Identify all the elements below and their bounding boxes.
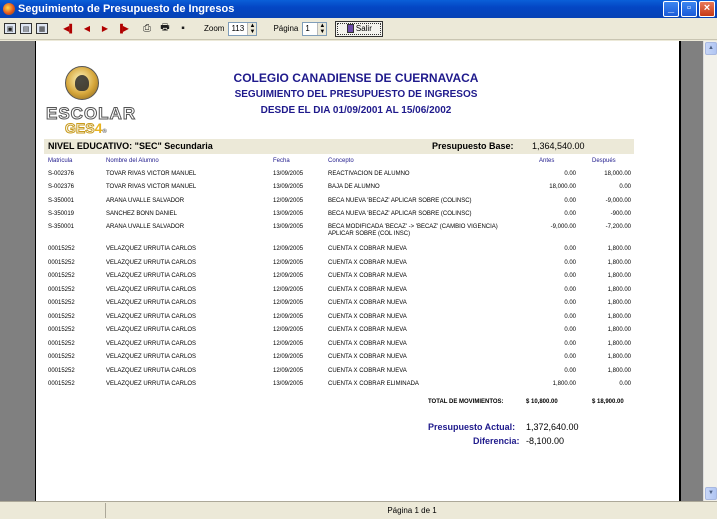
cell-fecha: 13/09/2005 bbox=[273, 224, 304, 230]
cell-fecha: 12/09/2005 bbox=[273, 354, 304, 360]
cell-matricula: S-350001 bbox=[48, 198, 75, 204]
cell-despues: 1,800.00 bbox=[607, 354, 631, 360]
cell-antes: 1,800.00 bbox=[552, 381, 576, 387]
col-header-fecha: Fecha bbox=[273, 158, 290, 164]
exit-label: Salir bbox=[355, 24, 372, 33]
table-row bbox=[36, 300, 681, 313]
cell-concepto: CUENTA X COBRAR NUEVA bbox=[328, 260, 407, 266]
table-row bbox=[36, 184, 681, 197]
col-header-despues: Después bbox=[592, 158, 616, 164]
cell-concepto: CUENTA X COBRAR ELIMINADA bbox=[328, 381, 419, 387]
total-before-value: $ 10,800.00 bbox=[526, 399, 558, 405]
cell-concepto: BECA MODIFICADA 'BECAZ' -> 'BECAZ' (CAMBIO VIGENCIA) bbox=[328, 224, 498, 230]
cell-despues: 1,800.00 bbox=[607, 368, 631, 374]
door-icon bbox=[347, 24, 354, 33]
cell-despues: 1,800.00 bbox=[607, 273, 631, 279]
zoom-100-icon[interactable]: ▦ bbox=[36, 23, 48, 34]
table-row bbox=[36, 381, 681, 394]
print-icon[interactable]: 🖶 bbox=[160, 22, 170, 33]
cell-antes: 0.00 bbox=[564, 368, 576, 374]
page-label: Página bbox=[273, 24, 299, 33]
last-page-icon[interactable]: ▐▶ bbox=[117, 24, 129, 33]
cell-matricula: S-350001 bbox=[48, 224, 75, 230]
cell-despues: -7,200.00 bbox=[605, 224, 631, 230]
logo-ges-word: GES bbox=[65, 120, 95, 136]
level-label: NIVEL EDUCATIVO: "SEC" Secundaria bbox=[48, 141, 213, 151]
cell-concepto: CUENTA X COBRAR NUEVA bbox=[328, 246, 407, 252]
cell-matricula: 00015252 bbox=[48, 273, 75, 279]
cell-concepto: CUENTA X COBRAR NUEVA bbox=[328, 327, 407, 333]
report-page bbox=[35, 41, 681, 501]
cell-despues: 1,800.00 bbox=[607, 314, 631, 320]
status-cell-empty bbox=[0, 503, 106, 518]
spinner-arrows-icon[interactable]: ▲ ▼ bbox=[247, 23, 256, 35]
cell-concepto: BECA NUEVA 'BECAZ' APLICAR SOBRE (COLINSC) bbox=[328, 198, 472, 204]
cell-fecha: 13/09/2005 bbox=[273, 381, 304, 387]
first-page-icon[interactable]: ◀▌ bbox=[63, 24, 75, 33]
table-row bbox=[36, 354, 681, 367]
col-header-concepto: Concepto bbox=[328, 158, 354, 164]
cell-antes: 18,000.00 bbox=[549, 184, 576, 190]
cell-antes: 0.00 bbox=[564, 327, 576, 333]
level-band bbox=[44, 139, 634, 154]
cell-antes: 0.00 bbox=[564, 354, 576, 360]
logo-ges-number: 4 bbox=[94, 120, 103, 136]
cell-despues: 0.00 bbox=[619, 184, 631, 190]
cell-fecha: 12/09/2005 bbox=[273, 300, 304, 306]
escolar-ges4-logo bbox=[46, 66, 136, 136]
cell-nombre: VELAZQUEZ URRUTIA CARLOS bbox=[106, 260, 197, 266]
report-period: DESDE EL DIA 01/09/2001 AL 15/06/2002 bbox=[260, 105, 452, 116]
current-budget-label: Presupuesto Actual: bbox=[428, 422, 516, 432]
difference-label: Diferencia: bbox=[473, 436, 520, 446]
cell-despues: 1,800.00 bbox=[607, 260, 631, 266]
cell-despues: -9,000.00 bbox=[605, 198, 631, 204]
cell-nombre: VELAZQUEZ URRUTIA CARLOS bbox=[106, 368, 197, 374]
cell-despues: 1,800.00 bbox=[607, 246, 631, 252]
logo-text-escolar: ESCOLAR bbox=[46, 104, 137, 123]
cell-despues: 1,800.00 bbox=[607, 341, 631, 347]
cell-nombre: VELAZQUEZ URRUTIA CARLOS bbox=[106, 341, 197, 347]
col-header-antes: Antes bbox=[539, 158, 555, 164]
cell-concepto: BECA NUEVA 'BECAZ' APLICAR SOBRE (COLINSC) bbox=[328, 211, 472, 217]
cell-despues: 1,800.00 bbox=[607, 287, 631, 293]
report-subtitle: SEGUIMIENTO DEL PRESUPUESTO DE INGRESOS bbox=[234, 89, 478, 100]
cell-antes: 0.00 bbox=[564, 287, 576, 293]
cell-nombre: ARANA UVALLE SALVADOR bbox=[106, 198, 185, 204]
cell-nombre: SANCHEZ BONN DANIEL bbox=[106, 211, 178, 217]
cell-antes: 0.00 bbox=[564, 198, 576, 204]
cell-nombre: VELAZQUEZ URRUTIA CARLOS bbox=[106, 273, 197, 279]
cell-nombre: VELAZQUEZ URRUTIA CARLOS bbox=[106, 287, 197, 293]
cell-despues: 1,800.00 bbox=[607, 327, 631, 333]
cell-matricula: 00015252 bbox=[48, 327, 75, 333]
base-budget-label: Presupuesto Base: bbox=[432, 141, 514, 151]
cell-matricula: 00015252 bbox=[48, 341, 75, 347]
cell-nombre: VELAZQUEZ URRUTIA CARLOS bbox=[106, 246, 197, 252]
cell-nombre: VELAZQUEZ URRUTIA CARLOS bbox=[106, 314, 197, 320]
maximize-button[interactable]: ▫ bbox=[681, 1, 697, 17]
table-row bbox=[36, 273, 681, 286]
zoom-spinner[interactable] bbox=[228, 22, 257, 36]
scroll-down-icon[interactable]: ▼ bbox=[705, 487, 717, 500]
whole-page-icon[interactable]: ▣ bbox=[4, 23, 16, 34]
next-page-icon[interactable]: ▶ bbox=[101, 24, 109, 33]
cell-antes: 0.00 bbox=[564, 300, 576, 306]
col-header-matricula: Matricula bbox=[48, 158, 73, 164]
cell-antes: 0.00 bbox=[564, 211, 576, 217]
table-row bbox=[36, 314, 681, 327]
save-icon[interactable]: ▪ bbox=[181, 23, 185, 34]
prev-page-icon[interactable]: ◀ bbox=[83, 24, 91, 33]
table-row bbox=[36, 211, 681, 224]
table-row bbox=[36, 260, 681, 273]
cell-nombre: TOVAR RIVAS VICTOR MANUEL bbox=[106, 171, 197, 177]
cell-despues: -900.00 bbox=[610, 211, 631, 217]
cell-nombre: ARANA UVALLE SALVADOR bbox=[106, 224, 185, 230]
cell-fecha: 12/09/2005 bbox=[273, 327, 304, 333]
vertical-scrollbar[interactable] bbox=[703, 41, 717, 501]
cell-concepto: CUENTA X COBRAR NUEVA bbox=[328, 287, 407, 293]
cell-fecha: 12/09/2005 bbox=[273, 260, 304, 266]
cell-fecha: 12/09/2005 bbox=[273, 368, 304, 374]
table-row bbox=[36, 224, 681, 237]
cell-matricula: 00015252 bbox=[48, 260, 75, 266]
logo-registered-mark: ® bbox=[102, 129, 107, 135]
cell-fecha: 12/09/2005 bbox=[273, 246, 304, 252]
current-budget-value: 1,372,640.00 bbox=[526, 422, 579, 432]
base-budget-value: 1,364,540.00 bbox=[532, 141, 585, 151]
page-count-status: Página 1 de 1 bbox=[387, 506, 437, 515]
table-row bbox=[36, 287, 681, 300]
table-row bbox=[36, 246, 681, 259]
app-icon bbox=[3, 3, 15, 15]
status-bar bbox=[0, 501, 717, 519]
cell-concepto: CUENTA X COBRAR NUEVA bbox=[328, 300, 407, 306]
cell-antes: 0.00 bbox=[564, 314, 576, 320]
cell-antes: -9,000.00 bbox=[550, 224, 576, 230]
print-setup-icon[interactable]: ⎙ bbox=[143, 23, 151, 34]
scroll-up-icon[interactable]: ▲ bbox=[705, 42, 717, 55]
total-movements-label: TOTAL DE MOVIMIENTOS: bbox=[428, 399, 504, 405]
zoom-label: Zoom bbox=[204, 24, 225, 33]
window-title: Seguimiento de Presupuesto de Ingresos bbox=[18, 3, 235, 15]
cell-fecha: 13/09/2005 bbox=[273, 171, 304, 177]
table-row bbox=[36, 341, 681, 354]
cell-nombre: VELAZQUEZ URRUTIA CARLOS bbox=[106, 381, 197, 387]
cell-antes: 0.00 bbox=[564, 246, 576, 252]
school-name: COLEGIO CANADIENSE DE CUERNAVACA bbox=[233, 71, 479, 85]
cell-fecha: 13/09/2005 bbox=[273, 184, 304, 190]
cell-antes: 0.00 bbox=[564, 171, 576, 177]
zoom-value[interactable]: 113 bbox=[231, 24, 245, 33]
cell-matricula: 00015252 bbox=[48, 300, 75, 306]
logo-emblem-icon bbox=[65, 66, 99, 100]
cell-despues: 0.00 bbox=[619, 381, 631, 387]
cell-fecha: 12/09/2005 bbox=[273, 314, 304, 320]
col-header-nombre: Nombre del Alumno bbox=[106, 158, 159, 164]
cell-nombre: VELAZQUEZ URRUTIA CARLOS bbox=[106, 300, 197, 306]
cell-matricula: 00015252 bbox=[48, 314, 75, 320]
cell-despues: 18,000.00 bbox=[604, 171, 631, 177]
cell-matricula: 00015252 bbox=[48, 354, 75, 360]
cell-matricula: 00015252 bbox=[48, 368, 75, 374]
cell-fecha: 13/09/2005 bbox=[273, 211, 304, 217]
exit-button[interactable] bbox=[335, 21, 383, 37]
cell-concepto: REACTIVACION DE ALUMNO bbox=[328, 171, 410, 177]
preview-toolbar bbox=[0, 18, 717, 40]
cell-antes: 0.00 bbox=[564, 260, 576, 266]
cell-fecha: 12/09/2005 bbox=[273, 198, 304, 204]
cell-nombre: VELAZQUEZ URRUTIA CARLOS bbox=[106, 327, 197, 333]
table-row bbox=[36, 368, 681, 381]
table-row bbox=[36, 171, 681, 184]
cell-matricula: 00015252 bbox=[48, 287, 75, 293]
page-value[interactable]: 1 bbox=[305, 24, 310, 33]
cell-matricula: S-002376 bbox=[48, 171, 75, 177]
page-spinner[interactable] bbox=[302, 22, 327, 36]
table-row bbox=[36, 198, 681, 211]
cell-antes: 0.00 bbox=[564, 341, 576, 347]
cell-concepto: CUENTA X COBRAR NUEVA bbox=[328, 273, 407, 279]
minimize-button[interactable]: _ bbox=[663, 1, 679, 17]
cell-fecha: 12/09/2005 bbox=[273, 273, 304, 279]
cell-matricula: 00015252 bbox=[48, 246, 75, 252]
title-bar bbox=[0, 0, 717, 18]
cell-matricula: 00015252 bbox=[48, 381, 75, 387]
cell-nombre: TOVAR RIVAS VICTOR MANUEL bbox=[106, 184, 197, 190]
cell-fecha: 12/09/2005 bbox=[273, 287, 304, 293]
total-after-value: $ 18,900.00 bbox=[592, 399, 624, 405]
cell-despues: 1,800.00 bbox=[607, 300, 631, 306]
cell-concepto-line2: APLICAR SOBRE (COL INSC) bbox=[328, 231, 411, 237]
preview-area bbox=[0, 41, 717, 501]
cell-matricula: S-350019 bbox=[48, 211, 75, 217]
page-width-icon[interactable]: ▤ bbox=[20, 23, 32, 34]
cell-matricula: S-002376 bbox=[48, 184, 75, 190]
cell-nombre: VELAZQUEZ URRUTIA CARLOS bbox=[106, 354, 197, 360]
logo-text-ges bbox=[65, 120, 107, 136]
cell-concepto: CUENTA X COBRAR NUEVA bbox=[328, 354, 407, 360]
cell-concepto: CUENTA X COBRAR NUEVA bbox=[328, 314, 407, 320]
cell-antes: 0.00 bbox=[564, 273, 576, 279]
cell-concepto: BAJA DE ALUMNO bbox=[328, 184, 380, 190]
cell-fecha: 12/09/2005 bbox=[273, 341, 304, 347]
close-button[interactable]: × bbox=[699, 1, 715, 17]
difference-value: -8,100.00 bbox=[526, 436, 565, 446]
spinner-arrows-icon[interactable]: ▲ ▼ bbox=[317, 23, 326, 35]
cell-concepto: CUENTA X COBRAR NUEVA bbox=[328, 341, 407, 347]
table-row bbox=[36, 327, 681, 340]
cell-concepto: CUENTA X COBRAR NUEVA bbox=[328, 368, 407, 374]
